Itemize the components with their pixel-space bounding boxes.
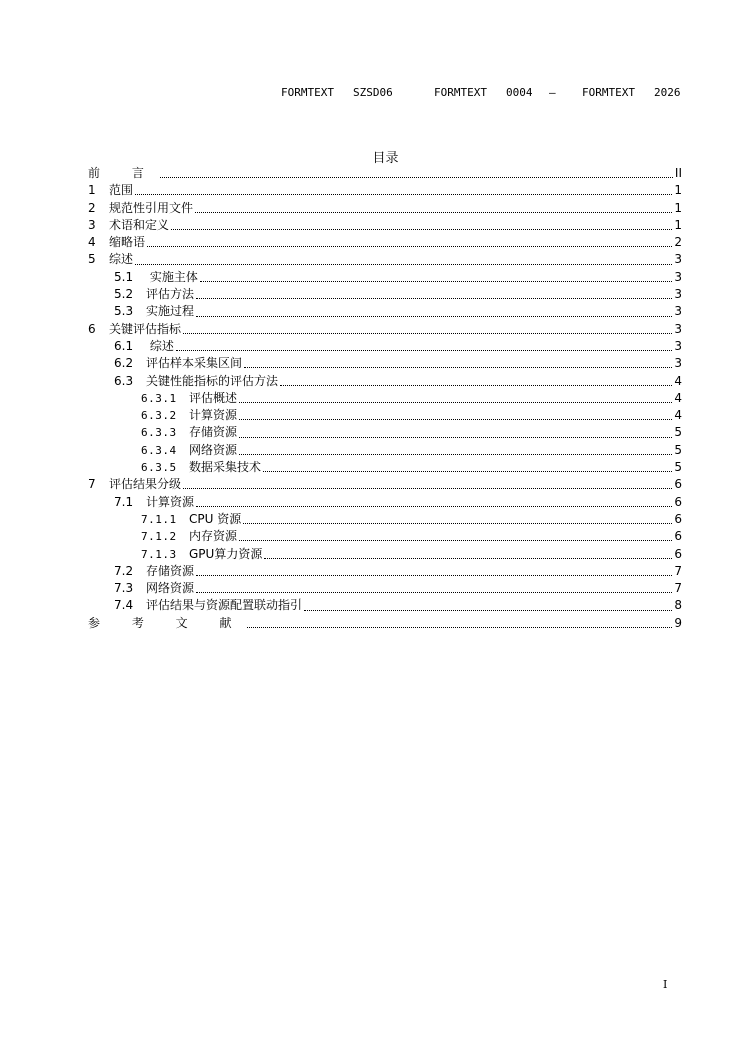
toc-entry[interactable] bbox=[88, 390, 682, 407]
header-field-3: FORMTEXT bbox=[582, 86, 635, 99]
toc-entry[interactable] bbox=[88, 407, 682, 424]
toc-dot-leader bbox=[243, 511, 672, 524]
toc-dot-leader bbox=[247, 615, 672, 628]
toc-dot-leader bbox=[171, 217, 672, 230]
toc-entry-number: 6 bbox=[88, 321, 96, 336]
toc-dot-leader bbox=[196, 494, 672, 507]
toc-entry-page: 4 bbox=[674, 408, 682, 423]
toc-entry[interactable] bbox=[88, 511, 682, 528]
toc-entry[interactable] bbox=[88, 580, 682, 597]
toc-entry-label: 评估概述 bbox=[189, 390, 238, 405]
toc-dot-leader bbox=[183, 321, 672, 334]
toc-entry-page: 5 bbox=[674, 460, 682, 475]
toc-entry-number: 6.3.5 bbox=[141, 461, 177, 475]
toc-entry-number: 7.1.2 bbox=[141, 530, 177, 544]
toc-dot-leader bbox=[239, 407, 672, 420]
toc-entry-label: 内存资源 bbox=[189, 529, 238, 544]
toc-entry-label: CPU 资源 bbox=[189, 511, 242, 526]
toc-entry-page: 3 bbox=[674, 338, 682, 353]
toc-dot-leader bbox=[195, 200, 672, 213]
toc-entry[interactable] bbox=[88, 597, 682, 614]
toc-entry-number: 7.2 bbox=[114, 563, 134, 578]
toc-entry-number: 2 bbox=[88, 200, 96, 215]
toc-entry-page: 6 bbox=[674, 546, 682, 561]
toc-entry[interactable] bbox=[88, 321, 682, 338]
toc-entry-page: 6 bbox=[674, 494, 682, 509]
document-header bbox=[0, 86, 682, 100]
table-of-contents bbox=[88, 165, 682, 632]
toc-entry-page: 3 bbox=[674, 287, 682, 302]
toc-entry[interactable] bbox=[88, 494, 682, 511]
toc-dot-leader bbox=[264, 546, 672, 559]
toc-entry-page: 6 bbox=[674, 511, 682, 526]
toc-entry-number: 6.3.2 bbox=[141, 409, 177, 423]
toc-dot-leader bbox=[135, 252, 672, 265]
toc-entry-label: GPU算力资源 bbox=[189, 546, 263, 561]
toc-entry-number: 5.3 bbox=[114, 304, 134, 319]
toc-dot-leader bbox=[239, 442, 672, 455]
toc-entry-number: 7 bbox=[88, 477, 96, 492]
toc-entry-number: 6.1 bbox=[114, 338, 134, 353]
toc-entry-number: 6.3.4 bbox=[141, 443, 177, 457]
toc-entry[interactable] bbox=[88, 442, 682, 459]
toc-entry[interactable] bbox=[88, 269, 682, 286]
toc-entry[interactable] bbox=[88, 338, 682, 355]
page-number: I bbox=[663, 978, 668, 991]
toc-entry-label: 评估方法 bbox=[146, 287, 195, 302]
toc-entry-number: 5.2 bbox=[114, 287, 134, 302]
toc-dot-leader bbox=[160, 165, 673, 178]
toc-entry[interactable] bbox=[88, 355, 682, 372]
toc-entry-page: 1 bbox=[674, 217, 682, 232]
header-field-2: FORMTEXT bbox=[434, 86, 487, 99]
toc-dot-leader bbox=[196, 580, 672, 593]
toc-entry-page: 2 bbox=[674, 235, 682, 250]
toc-entry-label: 规范性引用文件 bbox=[109, 200, 194, 215]
toc-entry[interactable] bbox=[88, 303, 682, 320]
toc-entry-label: 范围 bbox=[109, 183, 134, 198]
toc-entry-page: 4 bbox=[674, 390, 682, 405]
toc-entry-label: 缩略语 bbox=[109, 235, 146, 250]
toc-entry-label: 实施主体 bbox=[146, 269, 198, 284]
toc-entry-label: 综述 bbox=[146, 338, 174, 353]
toc-entry-label: 计算资源 bbox=[146, 494, 195, 509]
toc-dot-leader bbox=[304, 598, 672, 611]
toc-entry[interactable] bbox=[88, 251, 682, 268]
toc-entry-number: 5 bbox=[88, 252, 96, 267]
toc-entry-page: 7 bbox=[674, 563, 682, 578]
toc-dot-leader bbox=[196, 563, 672, 576]
toc-entry-label: 关键性能指标的评估方法 bbox=[146, 373, 279, 388]
toc-entry-label: 网络资源 bbox=[189, 442, 238, 457]
toc-entry[interactable] bbox=[88, 182, 682, 199]
toc-entry-label: 关键评估指标 bbox=[109, 321, 182, 336]
toc-entry-label: 参 考 文 献 bbox=[88, 615, 246, 630]
toc-entry-page: 8 bbox=[674, 598, 682, 613]
toc-dot-leader bbox=[200, 269, 673, 282]
toc-entry-number: 7.3 bbox=[114, 581, 134, 596]
toc-entry-number: 7.4 bbox=[114, 598, 134, 613]
toc-entry-page: 6 bbox=[674, 477, 682, 492]
toc-entry-number: 7.1.3 bbox=[141, 547, 177, 561]
toc-entry-number: 6.3 bbox=[114, 373, 134, 388]
toc-entry-page: 4 bbox=[674, 373, 682, 388]
toc-entry[interactable] bbox=[88, 424, 682, 441]
toc-title: 目录 bbox=[372, 151, 399, 166]
toc-entry[interactable] bbox=[88, 615, 682, 632]
header-dash: — bbox=[549, 86, 556, 99]
toc-entry-page: 5 bbox=[674, 442, 682, 457]
toc-entry-page: II bbox=[674, 166, 682, 180]
toc-dot-leader bbox=[280, 373, 672, 386]
toc-entry[interactable] bbox=[88, 476, 682, 493]
toc-entry-label: 评估结果与资源配置联动指引 bbox=[146, 598, 303, 613]
toc-entry-label: 前 言 bbox=[88, 166, 158, 180]
toc-entry[interactable] bbox=[88, 165, 682, 182]
toc-dot-leader bbox=[239, 528, 672, 541]
header-field-1: FORMTEXT bbox=[281, 86, 334, 99]
toc-entry-label: 评估样本采集区间 bbox=[146, 356, 243, 371]
toc-entry[interactable] bbox=[88, 234, 682, 251]
toc-entry-number: 7.1.1 bbox=[141, 512, 177, 526]
toc-entry-label: 数据采集技术 bbox=[189, 460, 262, 475]
toc-dot-leader bbox=[244, 355, 672, 368]
toc-entry-number: 1 bbox=[88, 183, 96, 198]
toc-dot-leader bbox=[147, 234, 672, 247]
toc-entry-number: 6.2 bbox=[114, 356, 134, 371]
toc-entry[interactable] bbox=[88, 546, 682, 563]
toc-entry-label: 存储资源 bbox=[146, 563, 195, 578]
toc-entry-label: 实施过程 bbox=[146, 304, 195, 319]
toc-entry-label: 计算资源 bbox=[189, 408, 238, 423]
toc-entry-number: 7.1 bbox=[114, 494, 134, 509]
toc-dot-leader bbox=[239, 425, 672, 438]
toc-entry[interactable] bbox=[88, 286, 682, 303]
toc-entry-number: 6.3.3 bbox=[141, 426, 177, 440]
toc-entry-page: 5 bbox=[674, 425, 682, 440]
toc-entry-page: 3 bbox=[674, 321, 682, 336]
toc-entry[interactable] bbox=[88, 200, 682, 217]
toc-dot-leader bbox=[196, 286, 672, 299]
toc-entry-number: 4 bbox=[88, 235, 96, 250]
toc-dot-leader bbox=[239, 390, 672, 403]
toc-entry[interactable] bbox=[88, 217, 682, 234]
toc-entry-page: 7 bbox=[674, 581, 682, 596]
header-year: 2026 bbox=[654, 86, 681, 99]
toc-entry-page: 3 bbox=[674, 252, 682, 267]
toc-entry-label: 网络资源 bbox=[146, 581, 195, 596]
toc-entry[interactable] bbox=[88, 563, 682, 580]
toc-entry-label: 评估结果分级 bbox=[109, 477, 182, 492]
toc-entry-number: 6.3.1 bbox=[141, 391, 177, 405]
toc-entry-number: 3 bbox=[88, 217, 96, 232]
toc-entry-page: 1 bbox=[674, 183, 682, 198]
toc-entry-number: 5.1 bbox=[114, 269, 134, 284]
toc-entry-page: 6 bbox=[674, 529, 682, 544]
toc-dot-leader bbox=[196, 304, 672, 317]
toc-dot-leader bbox=[176, 338, 673, 351]
toc-dot-leader bbox=[183, 476, 672, 489]
header-standard-code: SZSD06 bbox=[353, 86, 393, 99]
toc-entry[interactable] bbox=[88, 459, 682, 476]
toc-entry-page: 3 bbox=[674, 356, 682, 371]
header-standard-number: 0004 bbox=[506, 86, 533, 99]
toc-entry-label: 综述 bbox=[109, 252, 134, 267]
toc-entry-label: 存储资源 bbox=[189, 425, 238, 440]
toc-entry-page: 3 bbox=[674, 304, 682, 319]
toc-entry-page: 1 bbox=[674, 200, 682, 215]
toc-entry-page: 9 bbox=[674, 615, 682, 630]
toc-dot-leader bbox=[263, 459, 672, 472]
toc-dot-leader bbox=[135, 182, 672, 195]
toc-entry[interactable] bbox=[88, 373, 682, 390]
toc-entry[interactable] bbox=[88, 528, 682, 545]
toc-entry-page: 3 bbox=[674, 269, 682, 284]
toc-entry-label: 术语和定义 bbox=[109, 217, 170, 232]
